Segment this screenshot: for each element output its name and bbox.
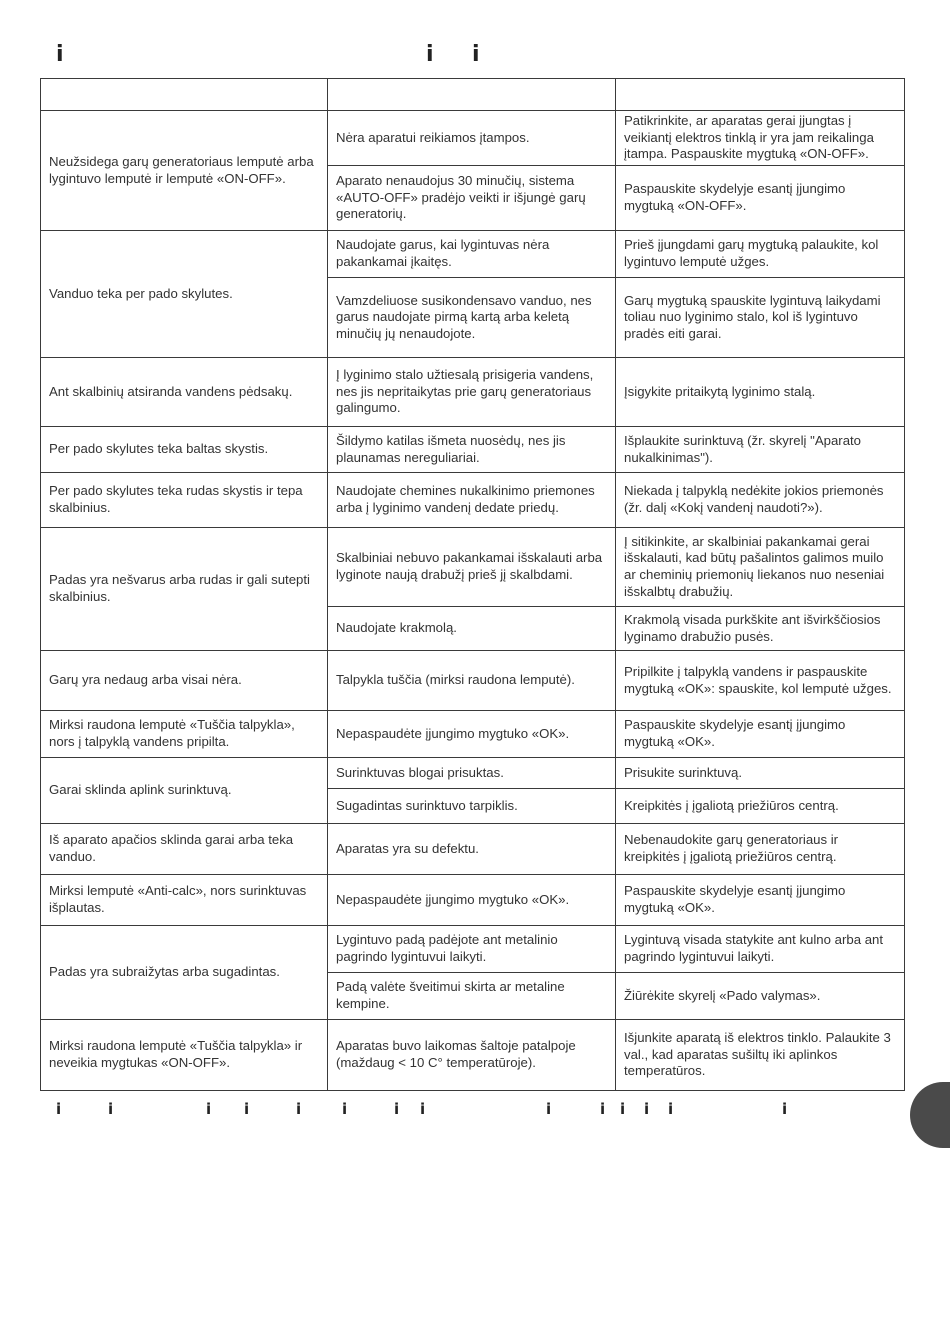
header-solution	[616, 79, 905, 111]
table-row	[41, 231, 905, 278]
cause-cell: Į lyginimo stalo užtiesalą prisigeria vandens, nes jis nepritaikytas prie garų generatoriaus galingumo.	[328, 358, 616, 427]
cause-cell: Nėra aparatui reikiamos įtampos.	[328, 111, 616, 166]
table-row	[41, 926, 905, 973]
page-number-tab	[910, 1082, 950, 1148]
solution-cell: Išjunkite aparatą iš elektros tinklo. Palaukite 3 val., kad aparatas sušiltų iki aplinkos temperatūros.	[616, 1020, 905, 1091]
cause-cell: Naudojate krakmolą.	[328, 607, 616, 651]
footer-glyph: i	[108, 1100, 114, 1118]
table-row	[41, 758, 905, 789]
cause-cell: Skalbiniai nebuvo pakankamai išskalauti arba lyginote naują drabužį prieš jį skalbdami.	[328, 528, 616, 607]
problem-cell: Per pado skylutes teka rudas skystis ir tepa skalbinius.	[41, 473, 328, 528]
solution-cell: Kreipkitės į įgaliotą priežiūros centrą.	[616, 789, 905, 824]
footer-glyph: i	[296, 1100, 302, 1118]
cause-cell: Sugadintas surinktuvo tarpiklis.	[328, 789, 616, 824]
footer-glyph: i	[782, 1100, 788, 1118]
footer-glyph: i	[600, 1100, 606, 1118]
cause-cell: Padą valėte šveitimui skirta ar metaline kempine.	[328, 973, 616, 1020]
cause-cell: Aparatas buvo laikomas šaltoje patalpoje (maždaug < 10 C° temperatūroje).	[328, 1020, 616, 1091]
problem-cell: Padas yra nešvarus arba rudas ir gali sutepti skalbinius.	[41, 528, 328, 651]
table-row	[41, 427, 905, 473]
table-row	[41, 1020, 905, 1091]
solution-cell: Nebenaudokite garų generatoriaus ir kreipkitės į įgaliotą priežiūros centrą.	[616, 824, 905, 875]
problem-cell: Padas yra subraižytas arba sugadintas.	[41, 926, 328, 1020]
problem-cell: Mirksi lemputė «Anti-calc», nors surinktuvas išplautas.	[41, 875, 328, 926]
solution-cell: Paspauskite skydelyje esantį įjungimo mygtuką «OK».	[616, 711, 905, 758]
cause-cell: Nepaspaudėte įjungimo mygtuko «OK».	[328, 711, 616, 758]
table-row	[41, 528, 905, 607]
cause-cell: Aparato nenaudojus 30 minučių, sistema «AUTO-OFF» pradėjo veikti ir išjungė garų generatorių.	[328, 166, 616, 231]
solution-cell: Lygintuvą visada statykite ant kulno arba ant pagrindo lygintuvui laikyti.	[616, 926, 905, 973]
title-glyph: i	[472, 42, 480, 67]
solution-cell: Patikrinkite, ar aparatas gerai įjungtas į veikiantį elektros tinklą ir yra jam reikalinga įtampa. Paspauskite mygtuką «ON-OFF».	[616, 111, 905, 166]
footer-glyph: i	[244, 1100, 250, 1118]
cause-cell: Naudojate chemines nukalkinimo priemones arba į lyginimo vandenį dedate priedų.	[328, 473, 616, 528]
title-glyph: i	[426, 42, 434, 67]
solution-cell: Įsigykite pritaikytą lyginimo stalą.	[616, 358, 905, 427]
footer-text-line	[0, 1100, 950, 1124]
problem-cell: Vanduo teka per pado skylutes.	[41, 231, 328, 358]
footer-glyph: i	[56, 1100, 62, 1118]
cause-cell: Aparatas yra su defektu.	[328, 824, 616, 875]
footer-glyph: i	[620, 1100, 626, 1118]
solution-cell: Garų mygtuką spauskite lygintuvą laikydami toliau nuo lyginimo stalo, kol iš lygintuvo pradės eiti garai.	[616, 278, 905, 358]
problem-cell: Per pado skylutes teka baltas skystis.	[41, 427, 328, 473]
solution-cell: Prieš įjungdami garų mygtuką palaukite, kol lygintuvo lemputė užges.	[616, 231, 905, 278]
footer-glyph: i	[420, 1100, 426, 1118]
problem-cell: Mirksi raudona lemputė «Tuščia talpykla» ir neveikia mygtukas «ON-OFF».	[41, 1020, 328, 1091]
cause-cell: Talpykla tuščia (mirksi raudona lemputė).	[328, 651, 616, 711]
solution-cell: Prisukite surinktuvą.	[616, 758, 905, 789]
solution-cell: Į sitikinkite, ar skalbiniai pakankamai gerai išskalauti, kad būtų pašalintos galimos muilo ar cheminių priemonių liekanos nuo neseniai išskalbtų drabužių.	[616, 528, 905, 607]
cause-cell: Naudojate garus, kai lygintuvas nėra pakankamai įkaitęs.	[328, 231, 616, 278]
problem-cell: Mirksi raudona lemputė «Tuščia talpykla», nors į talpyklą vandens pripilta.	[41, 711, 328, 758]
table-row	[41, 824, 905, 875]
cause-cell: Nepaspaudėte įjungimo mygtuko «OK».	[328, 875, 616, 926]
solution-cell: Išplaukite surinktuvą (žr. skyrelį "Aparato nukalkinimas").	[616, 427, 905, 473]
table-row	[41, 473, 905, 528]
table-row	[41, 711, 905, 758]
solution-cell: Paspauskite skydelyje esantį įjungimo mygtuką «ON-OFF».	[616, 166, 905, 231]
header-cause	[328, 79, 616, 111]
troubleshooting-table	[40, 78, 905, 1091]
footer-glyph: i	[342, 1100, 348, 1118]
cause-cell: Lygintuvo padą padėjote ant metalinio pagrindo lygintuvui laikyti.	[328, 926, 616, 973]
table-row	[41, 111, 905, 166]
problem-cell: Iš aparato apačios sklinda garai arba teka vanduo.	[41, 824, 328, 875]
solution-cell: Žiūrėkite skyrelį «Pado valymas».	[616, 973, 905, 1020]
table-row	[41, 875, 905, 926]
solution-cell: Pripilkite į talpyklą vandens ir paspauskite mygtuką «OK»: spauskite, kol lemputė užges.	[616, 651, 905, 711]
footer-glyph: i	[394, 1100, 400, 1118]
solution-cell: Paspauskite skydelyje esantį įjungimo mygtuką «OK».	[616, 875, 905, 926]
cause-cell: Vamzdeliuose susikondensavo vanduo, nes garus naudojate pirmą kartą arba keletą minučių jų nenaudojote.	[328, 278, 616, 358]
cause-cell: Šildymo katilas išmeta nuosėdų, nes jis plaunamas nereguliariai.	[328, 427, 616, 473]
table-header-row	[41, 79, 905, 111]
cause-cell: Surinktuvas blogai prisuktas.	[328, 758, 616, 789]
title-glyph: i	[56, 42, 64, 67]
solution-cell: Krakmolą visada purkškite ant išvirkščiosios lyginamo drabužio pusės.	[616, 607, 905, 651]
footer-glyph: i	[644, 1100, 650, 1118]
problem-cell: Ant skalbinių atsiranda vandens pėdsakų.	[41, 358, 328, 427]
table-row	[41, 358, 905, 427]
problem-cell: Garai sklinda aplink surinktuvą.	[41, 758, 328, 824]
footer-glyph: i	[668, 1100, 674, 1118]
problem-cell: Garų yra nedaug arba visai nėra.	[41, 651, 328, 711]
solution-cell: Niekada į talpyklą nedėkite jokios priemonės (žr. dalį «Kokį vandenį naudoti?»).	[616, 473, 905, 528]
footer-glyph: i	[546, 1100, 552, 1118]
table-row	[41, 651, 905, 711]
problem-cell: Neužsidega garų generatoriaus lemputė arba lygintuvo lemputė ir lemputė «ON-OFF».	[41, 111, 328, 231]
header-problem	[41, 79, 328, 111]
footer-glyph: i	[206, 1100, 212, 1118]
